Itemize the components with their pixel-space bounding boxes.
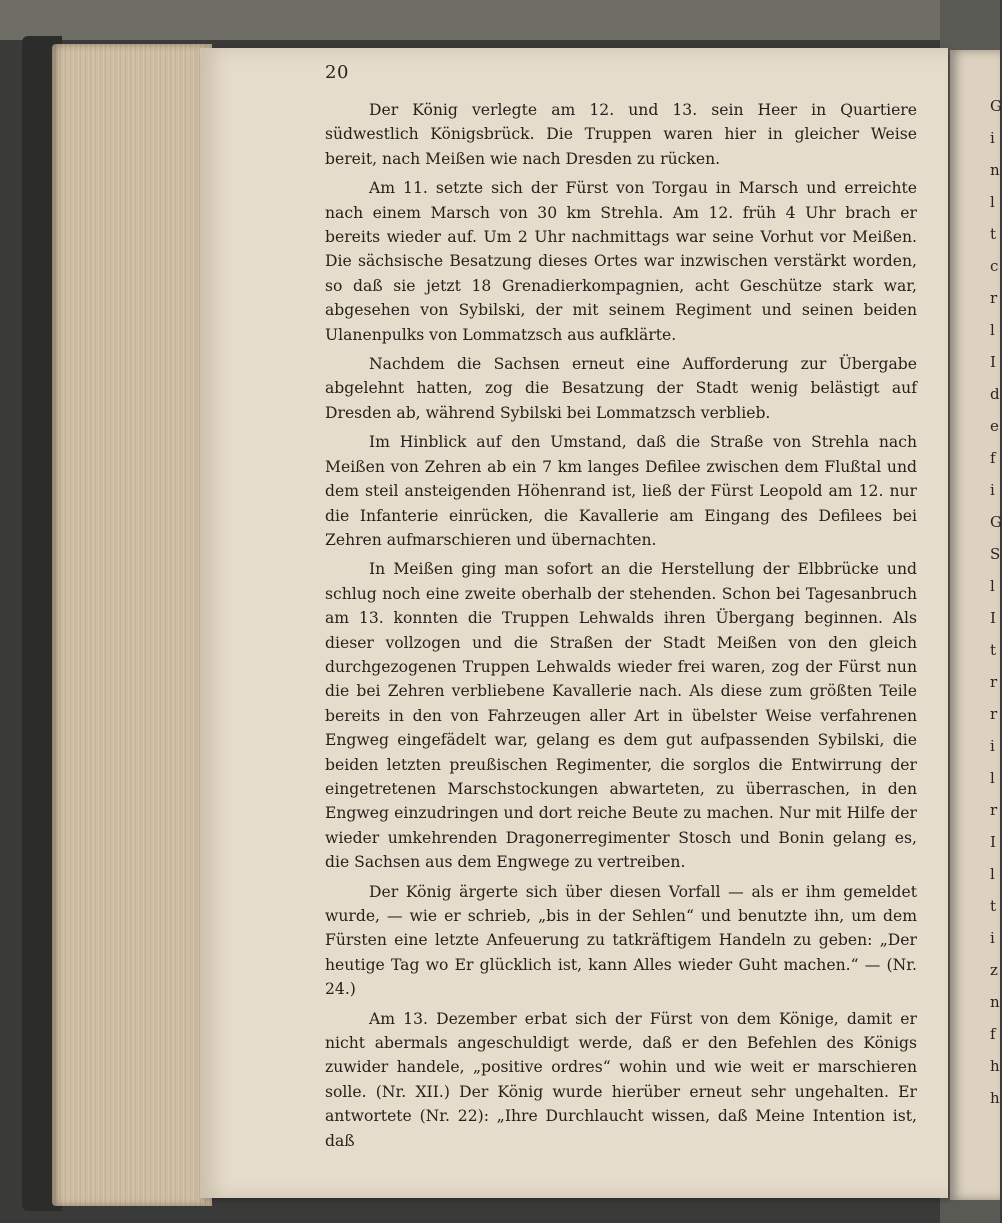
next-page-fragment: e	[990, 417, 999, 435]
page-edges	[52, 44, 212, 1206]
next-page-fragment: d	[990, 385, 1000, 403]
paragraph: Nachdem die Sachsen erneut eine Aufforderung zur Übergabe abgelehnt hatten, zog die Besatzung der Stadt wenig belästigt auf Dresden ab, während Sybilski bei Lommatzsch verblieb.	[325, 355, 917, 422]
next-page-fragment: S	[990, 545, 1001, 563]
next-page-fragment: i	[990, 737, 995, 755]
next-page-fragment: i	[990, 129, 995, 147]
next-page-fragment: c	[990, 257, 999, 275]
book-page	[200, 48, 948, 1198]
next-page-fragment: G	[990, 97, 1002, 115]
paragraph: Der König ärgerte sich über diesen Vorfall — als er ihm gemeldet wurde, — wie er schrieb, „bis in der Sehlen“ und benutzte ihn, um dem Fürsten eine letzte Anfeuerung zu tatkräftigem Handeln zu geben: „Der heutige Tag wo Er glücklich ist, kann Alles wieder Guht machen.“ — (Nr. 24.)	[325, 882, 917, 999]
next-page-fragment: r	[990, 705, 998, 723]
next-page-fragment: t	[990, 225, 997, 243]
next-page-fragments	[950, 50, 1000, 1114]
page-number: 20	[325, 62, 349, 83]
paragraph: Der König verlegte am 12. und 13. sein Heer in Quartiere südwestlich Königsbrück. Die Truppen waren hier in gleicher Weise bereit, nach Meißen wie nach Dresden zu rücken.	[325, 101, 917, 168]
next-page-fragment: r	[990, 673, 998, 691]
next-page-fragment: h	[990, 1057, 1000, 1075]
next-page-fragment: f	[990, 449, 996, 467]
next-page-fragment: G	[990, 513, 1002, 531]
paragraph: In Meißen ging man sofort an die Herstellung der Elbbrücke und schlug noch eine zweite oberhalb der stehenden. Schon bei Tagesanbruch am 13. konnten die Truppen Lehwalds ihren Übergang beginnen. Als dieser vollzogen und die Straßen der Stadt Meißen von den gleich durchgezogenen Truppen Lehwalds wieder frei waren, zog der Fürst nun die bei Zehren verbliebene Kavallerie nach. Als diese zum größten Teile bereits in den von Fahrzeugen aller Art in übelster Weise verfahrenen Engweg eingefädelt war, gelang es dem gut aufpassenden Sybilski, die beiden letzten preußischen Regimenter, die sorglos die Entwirrung der eingetretenen Marschstockungen abwarteten, zu überraschen, in den Engweg einzudringen und dort reiche Beute zu machen. Nur mit Hilfe der wieder umkehrenden Dragonerregimenter Stosch und Bonin gelang es, die Sachsen aus dem Engwege zu vertreiben.	[325, 560, 917, 872]
next-page-fragment: I	[990, 609, 996, 627]
paragraph: Am 11. setzte sich der Fürst von Torgau in Marsch und erreichte nach einem Marsch von 30 km Strehla. Am 12. früh 4 Uhr brach er bereits wieder auf. Um 2 Uhr nachmittags war seine Vorhut vor Meißen. Die sächsische Besatzung dieses Ortes war inzwischen verstärkt worden, so daß sie jetzt 18 Grenadierkompagnien, acht Geschütze stark war, abgesehen von Sybilski, der mit seinem Regiment und seinen beiden Ulanenpulks von Lommatzsch aus aufklärte.	[325, 179, 917, 344]
next-page-fragment: h	[990, 1089, 1000, 1107]
next-page-fragment: r	[990, 289, 998, 307]
next-page-fragment: z	[990, 961, 998, 979]
next-page-fragment: I	[990, 353, 996, 371]
paragraph: Im Hinblick auf den Umstand, daß die Straße von Strehla nach Meißen von Zehren ab ein 7 km langes Defilee zwischen dem Flußtal und dem steil ansteigenden Höhenrand ist, ließ der Fürst Leopold am 12. nur die Infanterie einrücken, die Kavallerie am Eingang des Defilees bei Zehren aufmarschieren und übernachten.	[325, 433, 917, 549]
next-page-fragment: t	[990, 641, 997, 659]
next-page-fragment: i	[990, 929, 995, 947]
next-page-fragment: l	[990, 193, 995, 211]
paragraph: Am 13. Dezember erbat sich der Fürst von dem Könige, damit er nicht abermals angeschuldigt werde, daß er den Befehlen des Königs zuwider handele, „positive ordres“ wohin und wie weit er marschieren solle. (Nr. XII.) Der König wurde hierüber erneut sehr ungehalten. Er antwortete (Nr. 22): „Ihre Durchlaucht wissen, daß Meine Intention ist, daß	[325, 1009, 917, 1150]
next-page-fragment: t	[990, 897, 997, 915]
body-text	[325, 98, 917, 1158]
next-page-edge	[950, 50, 1000, 1200]
next-page-fragment: n	[990, 161, 1000, 179]
next-page-fragment: f	[990, 1025, 996, 1043]
next-page-fragment: i	[990, 481, 995, 499]
next-page-fragment: l	[990, 769, 995, 787]
next-page-fragment: l	[990, 577, 995, 595]
next-page-fragment: n	[990, 993, 1000, 1011]
background-surface	[0, 0, 1000, 40]
next-page-fragment: l	[990, 321, 995, 339]
next-page-fragment: r	[990, 801, 998, 819]
next-page-fragment: l	[990, 865, 995, 883]
next-page-fragment: I	[990, 833, 996, 851]
